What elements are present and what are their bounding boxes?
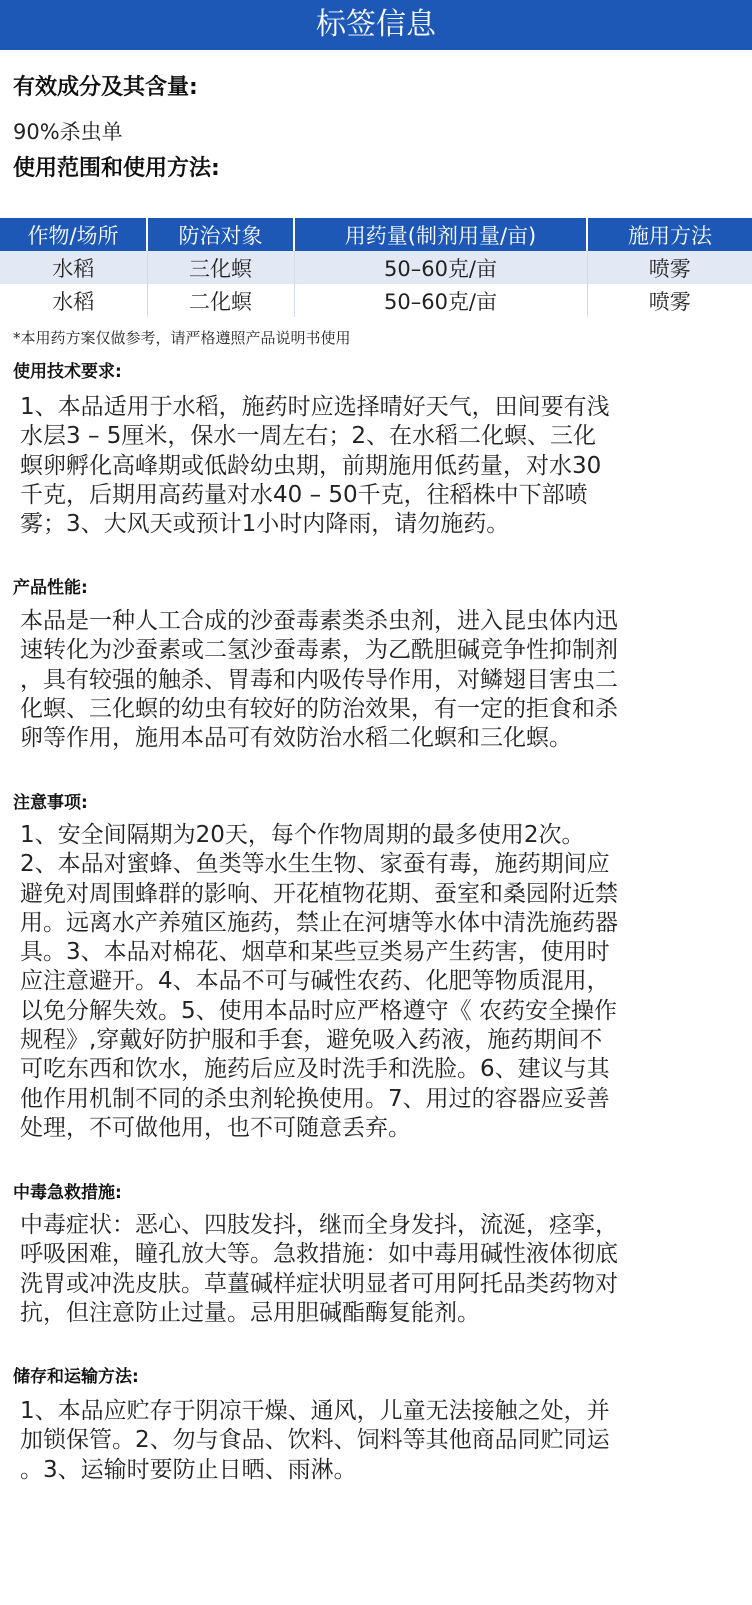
- section-text-technical: 1、本品适用于水稻，施药时应选择晴好天气，田间要有浅 水层3 – 5厘米，保水一周左右；2、在水稻二化螟、三化 螟卵孵化高峰期或低龄幼虫期，前期施用低药量，对水30 千克，后期用高药量对水40 – 50千克，往稻株中下部喷 雾；3、大风天或预计1小时内降雨，请勿施药。: [20, 394, 610, 538]
- column-header-method: 施用方法: [587, 218, 752, 251]
- section-text-performance: 本品是一种人工合成的沙蚕毒素类杀虫剂，进入昆虫体内迅 速转化为沙蚕素或二氢沙蚕毒素，为乙酰胆碱竞争性抑制剂 ，具有较强的触杀、胃毒和内吸传导作用，对鳞翅目害虫二 化螟、三化螟的幼虫有较好的防治效果，有一定的拒食和杀 卵等作用，施用本品可有效防治水稻二化螟和三化螟。: [20, 608, 618, 752]
- column-header-dosage: 用药量(制剂用量/亩): [294, 218, 587, 251]
- section-heading-technical: 使用技术要求:: [13, 362, 122, 382]
- column-header-crop: 作物/场所: [0, 218, 147, 251]
- section-text-first-aid: 中毒症状：恶心、四肢发抖，继而全身发抖，流涎，痉挛， 呼吸困难，瞳孔放大等。急救措施：如中毒用碱性液体彻底 洗胃或冲洗皮肤。草薑碱样症状明显者可用阿托品类药物对 抗，但注意防止过量。忌用胆碱酯酶复能剂。: [20, 1212, 618, 1326]
- column-header-target: 防治对象: [147, 218, 294, 251]
- section-heading-performance: 产品性能:: [13, 578, 88, 598]
- table-row: [0, 284, 752, 317]
- section-text-precautions: 1、安全间隔期为20天，每个作物周期的最多使用2次。 2、本品对蜜蜂、鱼类等水生生物、家蚕有毒，施药期间应 避免对周围蜂群的影响、开花植物花期、蚕室和桑园附近禁 用。远离水产养殖区施药，禁止在河塘等水体中清洗施药器 具。3、本品对棉花、烟草和某些豆类易产生药害，使用时 应注意避开。4、本品不可与碱性农药、化肥等物质混用， 以免分解失效。5、使用本品时应严格遵守《 农药安全操作 规程》,穿戴好防护服和手套，避免吸入药液，施药期间不 可吃东西和饮水，施药后应及时洗手和洗脸。6、建议与其 他作用机制不同的杀虫剂轮换使用。7、用过的容器应妥善 处理，不可做他用，也不可随意丢弃。: [20, 822, 618, 1141]
- ingredients-heading: 有效成分及其含量:: [13, 75, 198, 100]
- table-cell-crop: 水稻: [0, 284, 147, 317]
- table-cell-crop: 水稻: [0, 251, 147, 284]
- table-cell-target: 三化螟: [147, 251, 294, 284]
- usage-table: [0, 218, 752, 317]
- usage-table-header-row: [0, 218, 752, 251]
- section-text-storage: 1、本品应贮存于阴凉干燥、通风，儿童无法接触之处，并 加锁保管。2、勿与食品、饮料、饲料等其他商品同贮同运 。3、运输时要防止日晒、雨淋。: [20, 1398, 610, 1483]
- ingredients-value: 90%杀虫单: [13, 120, 123, 144]
- scope-heading: 使用范围和使用方法:: [13, 156, 220, 181]
- table-cell-dosage: 50–60克/亩: [294, 251, 587, 284]
- section-heading-first-aid: 中毒急救措施:: [13, 1183, 122, 1203]
- page-header: [0, 0, 752, 50]
- header-title: 标签信息: [316, 7, 436, 42]
- table-cell-method: 喷雾: [587, 284, 752, 317]
- section-heading-precautions: 注意事项:: [13, 793, 88, 813]
- table-cell-target: 二化螟: [147, 284, 294, 317]
- table-cell-dosage: 50–60克/亩: [294, 284, 587, 317]
- section-heading-storage: 储存和运输方法:: [13, 1367, 139, 1387]
- table-row: [0, 251, 752, 284]
- usage-note: *本用药方案仅做参考，请严格遵照产品说明书使用: [13, 329, 351, 347]
- table-cell-method: 喷雾: [587, 251, 752, 284]
